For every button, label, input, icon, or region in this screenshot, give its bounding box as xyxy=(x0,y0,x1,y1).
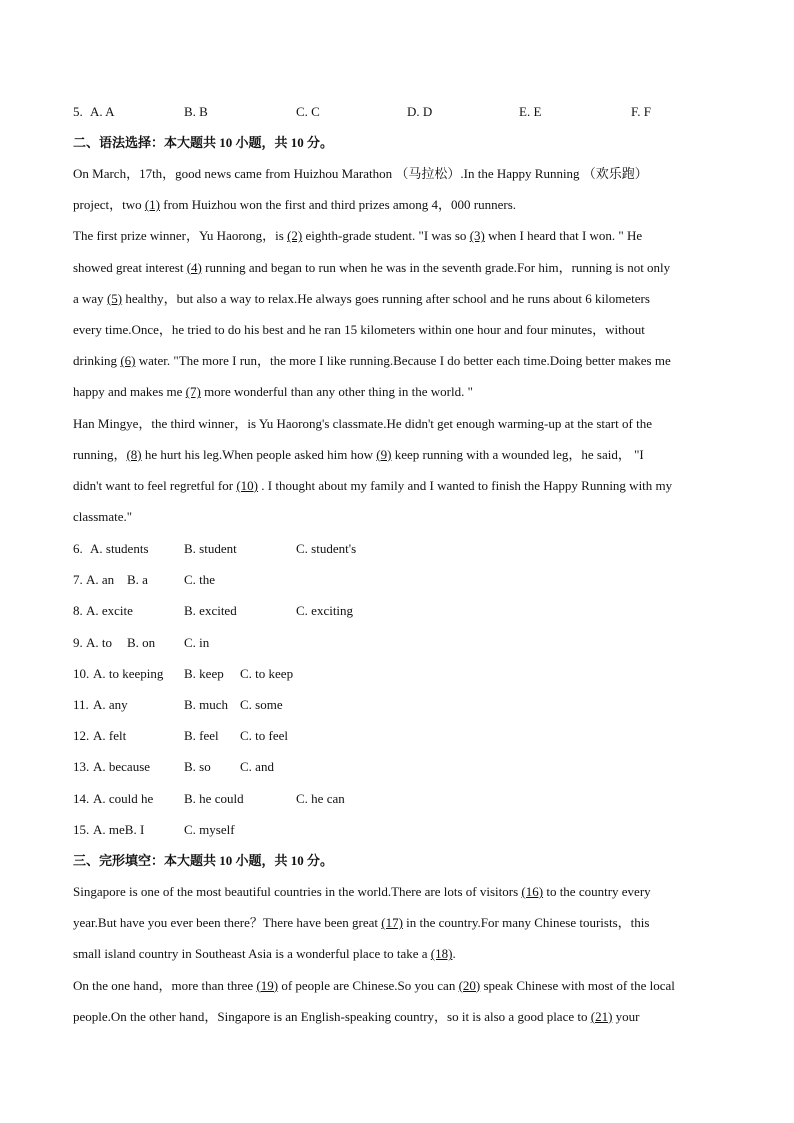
question-number: 10. xyxy=(73,665,90,681)
passage-line xyxy=(73,228,642,244)
option: A. A xyxy=(90,104,115,119)
option: A. because xyxy=(93,759,151,775)
text-run: from Huizhou won the first and third prizes among 4，000 runners. xyxy=(160,197,516,213)
option: A. excite xyxy=(86,603,133,619)
option: C. and xyxy=(240,759,274,775)
text-run: Han Mingye，the third winner，is Yu Haorong's classmate.He didn't get enough warming-up at the start of the xyxy=(73,415,652,431)
option: A. could he xyxy=(93,790,154,806)
text-run: when I heard that I won. " He xyxy=(484,228,643,244)
question-number: 7. xyxy=(73,572,83,588)
text-run: healthy，but also a way to relax.He always goes running after school and he runs about 6 kilometers xyxy=(122,290,650,306)
option: B. student xyxy=(184,541,237,556)
text-run: keep running with a wounded leg，he said， "I xyxy=(391,446,644,462)
blank-marker: (8) xyxy=(126,446,142,462)
text-run: he hurt his leg.When people asked him how xyxy=(141,446,377,462)
option: A. to keeping xyxy=(93,665,164,681)
option: C. to keep xyxy=(240,665,294,681)
option: B. keep xyxy=(184,665,224,681)
blank-marker: (21) xyxy=(590,1008,613,1024)
option: D. D xyxy=(407,104,433,119)
option: B. he could xyxy=(184,790,244,806)
blank-marker: (7) xyxy=(185,384,201,400)
text-run: project，two xyxy=(73,197,145,213)
text-run: small island country in Southeast Asia is a wonderful place to take a xyxy=(73,946,431,962)
text-run: of people are Chinese.So you can xyxy=(278,977,459,993)
passage-line xyxy=(73,166,648,182)
option: A. to xyxy=(86,634,112,650)
option: A. meB. I xyxy=(93,821,145,837)
passage-line xyxy=(73,478,672,494)
blank-marker: (10) xyxy=(236,478,259,493)
passage-line xyxy=(73,416,652,432)
text-run: your xyxy=(612,1008,640,1024)
option: B. much xyxy=(184,697,229,712)
option: B. B xyxy=(184,104,208,119)
option: B. a xyxy=(127,572,148,588)
blank-marker: (9) xyxy=(376,446,392,462)
text-run: every time.Once，he tried to do his best and he ran 15 kilometers within one hour and four minutes，without xyxy=(73,322,645,337)
option: C. some xyxy=(240,697,283,712)
option: A. an xyxy=(86,572,115,588)
text-run: running and began to run when he was in the seventh grade.For him，running is not only xyxy=(201,259,671,275)
text-run: On March，17th，good news came from Huizhou Marathon （马拉松）.In the Happy Running （欢乐跑） xyxy=(73,166,648,181)
question-number: 6. xyxy=(73,541,83,556)
option: B. excited xyxy=(184,603,237,619)
question-number: 14. xyxy=(73,790,90,806)
passage-line xyxy=(73,447,644,463)
passage-line xyxy=(73,353,671,369)
passage-line xyxy=(73,197,516,213)
blank-marker: (5) xyxy=(106,290,123,306)
option: C. to feel xyxy=(240,728,289,744)
blank-marker: (6) xyxy=(120,353,136,369)
option: B. on xyxy=(127,634,156,650)
text-run: year.But have you ever been there？There have been great xyxy=(73,915,382,931)
option: A. felt xyxy=(93,728,127,744)
question-number: 13. xyxy=(73,759,90,775)
question-number: 15. xyxy=(73,821,90,837)
question-number: 11. xyxy=(73,697,89,712)
question-number: 12. xyxy=(73,728,90,744)
text-run: water. "The more I run，the more I like running.Because I do better each time.Doing better makes me xyxy=(135,353,671,369)
passage-line xyxy=(73,884,651,900)
text-run: more wonderful than any other thing in the world. " xyxy=(200,384,473,400)
question-number: 8. xyxy=(73,603,83,619)
blank-marker: (19) xyxy=(256,977,279,993)
option: C. student's xyxy=(296,541,357,556)
blank-marker: (20) xyxy=(458,977,481,993)
text-run: a way xyxy=(73,290,107,306)
question-number: 5. xyxy=(73,104,83,119)
blank-marker: (18) xyxy=(430,946,453,962)
text-run: happy and makes me xyxy=(73,384,186,400)
text-run: to the country every xyxy=(543,884,651,899)
passage-line xyxy=(73,384,473,400)
passage-line xyxy=(73,946,456,962)
option: C. the xyxy=(184,572,216,588)
section3-title: 三、完形填空：本大题共 10 小题，共 10 分。 xyxy=(73,853,334,868)
text-run: people.On the other hand，Singapore is an English-speaking country，so it is also a good place to xyxy=(73,1008,591,1024)
text-run: . I thought about my family and I wanted to finish the Happy Running with my xyxy=(258,478,673,493)
option: C. myself xyxy=(184,821,235,837)
passage-line xyxy=(73,915,649,931)
option: C. he can xyxy=(296,790,345,806)
text-run: On the one hand，more than three xyxy=(73,977,257,993)
blank-marker: (1) xyxy=(144,197,161,213)
blank-marker: (17) xyxy=(381,915,403,931)
option: C. in xyxy=(184,634,210,650)
passage-line xyxy=(73,978,675,994)
blank-marker: (4) xyxy=(186,259,202,275)
section2-title: 二、语法选择：本大题共 10 小题，共 10 分。 xyxy=(73,135,334,150)
blank-marker: (2) xyxy=(287,228,303,244)
option: E. E xyxy=(519,104,542,119)
option: C. C xyxy=(296,104,320,119)
text-run: Singapore is one of the most beautiful countries in the world.There are lots of visitors xyxy=(73,884,522,899)
text-run: The first prize winner，Yu Haorong，is xyxy=(73,228,288,244)
question-number: 9. xyxy=(73,634,83,650)
text-run: . xyxy=(452,946,456,962)
text-run: showed great interest xyxy=(73,259,187,275)
option: A. students xyxy=(90,541,149,556)
passage-line xyxy=(73,1009,640,1025)
option: B. so xyxy=(184,759,211,775)
option: F. F xyxy=(631,104,651,119)
option: B. feel xyxy=(184,728,219,744)
text-run: speak Chinese with most of the local xyxy=(480,977,675,993)
text-run: drinking xyxy=(73,353,121,369)
text-run: didn't want to feel regretful for xyxy=(73,478,237,493)
text-run: eighth-grade student. "I was so xyxy=(302,228,470,244)
text-run: in the country.For many Chinese tourists，this xyxy=(402,915,650,931)
text-run: running， xyxy=(73,446,127,462)
blank-marker: (16) xyxy=(521,884,544,899)
passage-line xyxy=(73,509,132,525)
passage-line xyxy=(73,260,670,276)
passage-line xyxy=(73,322,645,338)
passage-line xyxy=(73,291,650,307)
option: C. exciting xyxy=(296,603,354,619)
text-run: classmate." xyxy=(73,509,133,525)
option: A. any xyxy=(93,697,128,712)
blank-marker: (3) xyxy=(469,228,485,244)
